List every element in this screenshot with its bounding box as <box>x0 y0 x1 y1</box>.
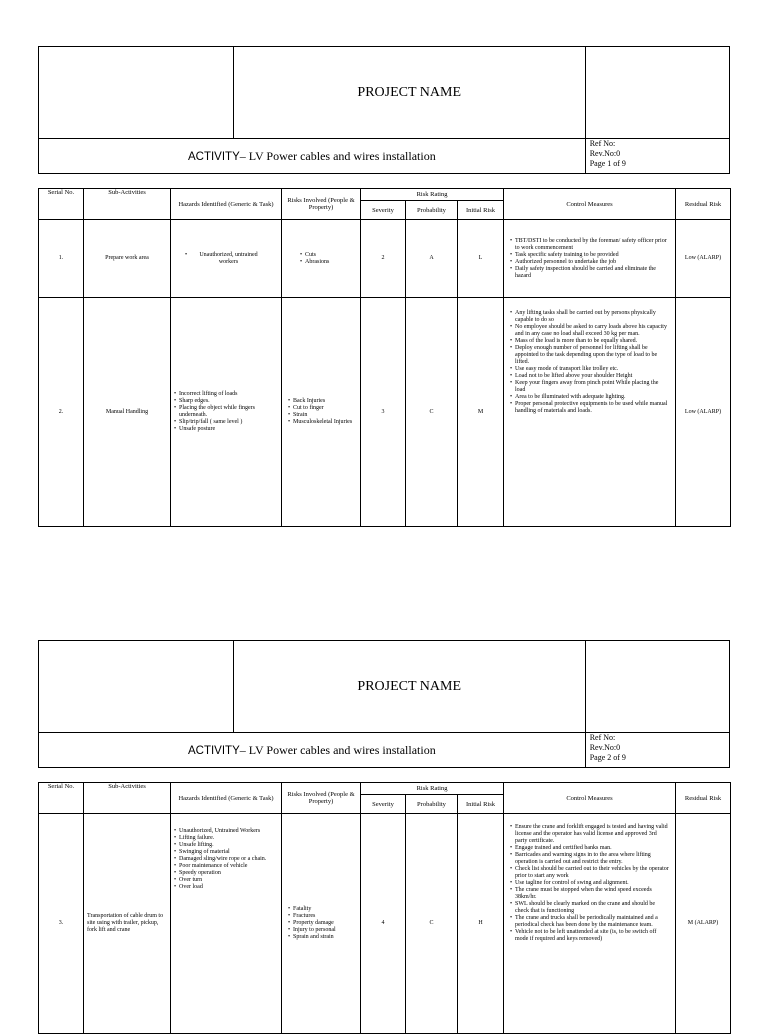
ref-no: Ref No: <box>589 139 616 148</box>
residual-risk-cell: M (ALARP) <box>676 814 731 1034</box>
project-name: PROJECT NAME <box>233 641 585 733</box>
sub-activity-cell: Prepare work area <box>84 220 171 298</box>
control-measures-cell <box>504 298 676 527</box>
logo-cell <box>39 47 234 139</box>
sub-activity-cell: Transportation of cable drum to site using with trailer, pickup, fork lift and crane <box>84 814 171 1034</box>
risk-item: • Injury to personal <box>288 927 357 934</box>
residual-risk-cell: Low (ALARP) <box>676 220 731 298</box>
severity-cell: 4 <box>361 814 406 1034</box>
risks-cell <box>282 298 361 527</box>
control-item: • Deploy enough number of personnel for lifting shall be appointed to the task depending upon the type of load to be lifted. <box>510 345 669 366</box>
risk-item: • Abrasions <box>300 259 357 266</box>
initial-risk-cell: H <box>458 814 504 1034</box>
table-row <box>39 814 731 1034</box>
rev-no: Rev.No:0 <box>589 743 621 752</box>
col-hazards: Hazards Identified (Generic & Task) <box>171 189 282 220</box>
control-item: • Use easy mode of transport like trolley etc. <box>510 366 669 373</box>
project-name: PROJECT NAME <box>233 47 585 139</box>
severity-cell: 3 <box>361 298 406 527</box>
hazard-item: • Placing the object while fingers underneath. <box>174 405 278 419</box>
col-risks: Risks Involved (People & Property) <box>282 783 361 814</box>
control-item: • Any lifting tasks shall be carried out by persons physically capable to do so <box>510 310 669 324</box>
col-serial: Serial No. <box>39 783 84 814</box>
risk-item: • Fatality <box>288 906 357 913</box>
table-row <box>39 298 731 527</box>
hazard-item: • Unsafe posture <box>174 426 278 433</box>
hazard-item: • Unauthorized, Untrained Workers <box>174 828 278 835</box>
hazard-item: • Incorrect lifting of loads <box>174 391 278 398</box>
hazard-item: • Slip/trip/fall ( same level ) <box>174 419 278 426</box>
col-sub-activities: Sub-Activities <box>84 189 171 220</box>
page2-header <box>38 640 730 768</box>
hazards-cell <box>171 298 282 527</box>
severity-cell: 2 <box>361 220 406 298</box>
col-probability: Probability <box>406 201 458 220</box>
hazard-item: • Over turn <box>174 877 278 884</box>
control-item: • Engage trained and certified banks man. <box>510 845 669 852</box>
hazard-item: • Speedy operation <box>174 870 278 877</box>
initial-risk-cell: L <box>458 220 504 298</box>
risk-item: • Property damage <box>288 920 357 927</box>
logo-cell <box>39 641 234 733</box>
control-item: • The crane and trucks shall be periodically maintained and a periodical check has been done by the maintenance team. <box>510 915 669 929</box>
risks-cell <box>282 220 361 298</box>
page-number: Page 1 of 9 <box>589 159 626 168</box>
col-serial: Serial No. <box>39 189 84 220</box>
hazard-item: • Sharp edges. <box>174 398 278 405</box>
rev-no: Rev.No:0 <box>589 149 621 158</box>
ref-no: Ref No: <box>589 733 616 742</box>
col-initial-risk: Initial Risk <box>458 201 504 220</box>
hazard-item: • Poor maintenance of vehicle <box>174 863 278 870</box>
control-item: • TBT/DSTI to be conducted by the foreman/ safety officer prior to work commencement <box>510 238 669 252</box>
residual-risk-cell: Low (ALARP) <box>676 298 731 527</box>
col-initial-risk: Initial Risk <box>458 795 504 814</box>
sub-activity-cell: Manual Handling <box>84 298 171 527</box>
serial-cell: 1. <box>39 220 84 298</box>
risk-item: • Back Injuries <box>288 398 357 405</box>
risk-item: • Cuts <box>300 252 357 259</box>
hazard-item: • Unsafe lifting. <box>174 842 278 849</box>
risk-table-page2 <box>38 782 731 1034</box>
activity-text: – LV Power cables and wires installation <box>239 148 436 163</box>
initial-risk-cell: M <box>458 298 504 527</box>
control-item: • Vehicle not to be left unattended at site (is, to be switch off mode if required and keys removed) <box>510 929 669 943</box>
control-item: • The crane must be stopped when the wind speed exceeds 38km/hr. <box>510 887 669 901</box>
probability-cell: A <box>406 220 458 298</box>
risk-item: • Strain <box>288 412 357 419</box>
control-item: • Keep your fingers away from pinch point While placing the load <box>510 380 669 394</box>
serial-cell: 3. <box>39 814 84 1034</box>
doc-ref-block <box>585 139 729 174</box>
col-severity: Severity <box>361 795 406 814</box>
control-item: • Use tagline for control of swing and alignment. <box>510 880 669 887</box>
col-risk-rating: Risk Rating <box>361 189 504 201</box>
control-item: • Barricades and warning signs in to the area where lifting operation is carried out and restrict the entry. <box>510 852 669 866</box>
control-item: • Proper personal protective equipments to be used while manual handling of materials and loads. <box>510 401 669 415</box>
hazard-item: • Over load <box>174 884 278 891</box>
control-item: • Authorized personnel to undertake the job <box>510 259 669 266</box>
hazard-item: • Lifting failure. <box>174 835 278 842</box>
hazard-item: • Damaged sling/wire rope or a chain. <box>174 856 278 863</box>
control-item: • Task specific safety training to be provided <box>510 252 669 259</box>
col-control-measures: Control Measures <box>504 783 676 814</box>
activity-title <box>39 733 586 768</box>
hazard-item: • Unauthorized, untrained workers <box>185 252 267 266</box>
probability-cell: C <box>406 298 458 527</box>
control-item: • SWL should be clearly marked on the crane and should be check that is functioning <box>510 901 669 915</box>
control-item: • Check list should be carried out to their vehicles by the operator prior to start any work <box>510 866 669 880</box>
control-measures-cell <box>504 814 676 1034</box>
doc-ref-block <box>585 733 729 768</box>
col-control-measures: Control Measures <box>504 189 676 220</box>
control-item: • Load not to be lifted above your shoulder Height <box>510 373 669 380</box>
blank-cell <box>585 641 729 733</box>
col-probability: Probability <box>406 795 458 814</box>
risk-item: • Cut to finger <box>288 405 357 412</box>
control-item: • Area to be illuminated with adequate lighting. <box>510 394 669 401</box>
page1-header <box>38 46 730 174</box>
activity-text: – LV Power cables and wires installation <box>239 742 436 757</box>
table-row <box>39 220 731 298</box>
hazards-cell <box>171 814 282 1034</box>
blank-cell <box>585 47 729 139</box>
risk-item: • Sprain and strain <box>288 934 357 941</box>
col-risk-rating: Risk Rating <box>361 783 504 795</box>
activity-title <box>39 139 586 174</box>
col-sub-activities: Sub-Activities <box>84 783 171 814</box>
activity-label: ACTIVITY <box>187 744 240 757</box>
page-number: Page 2 of 9 <box>589 753 626 762</box>
control-item: • Mass of the load is more than to be equally shared. <box>510 338 669 345</box>
activity-label: ACTIVITY <box>187 150 240 163</box>
col-residual-risk: Residual Risk <box>676 189 731 220</box>
risk-table-page1 <box>38 188 731 527</box>
serial-cell: 2. <box>39 298 84 527</box>
control-measures-cell <box>504 220 676 298</box>
hazard-item: • Swinging of material <box>174 849 278 856</box>
col-residual-risk: Residual Risk <box>676 783 731 814</box>
col-severity: Severity <box>361 201 406 220</box>
risk-item: • Musculoskeletal Injuries <box>288 419 357 426</box>
risk-item: • Fractures <box>288 913 357 920</box>
control-item: • No employee should be asked to carry loads above his capacity and in any case no load shall exceed 30 kg per man. <box>510 324 669 338</box>
control-item: • Ensure the crane and forklift engaged is tested and having valid license and the operator has valid license and approved 3rd party certificate. <box>510 824 669 845</box>
control-item: • Daily safety inspection should be carried and eliminate the hazard <box>510 266 669 280</box>
col-hazards: Hazards Identified (Generic & Task) <box>171 783 282 814</box>
hazards-cell <box>171 220 282 298</box>
probability-cell: C <box>406 814 458 1034</box>
col-risks: Risks Involved (People & Property) <box>282 189 361 220</box>
risks-cell <box>282 814 361 1034</box>
